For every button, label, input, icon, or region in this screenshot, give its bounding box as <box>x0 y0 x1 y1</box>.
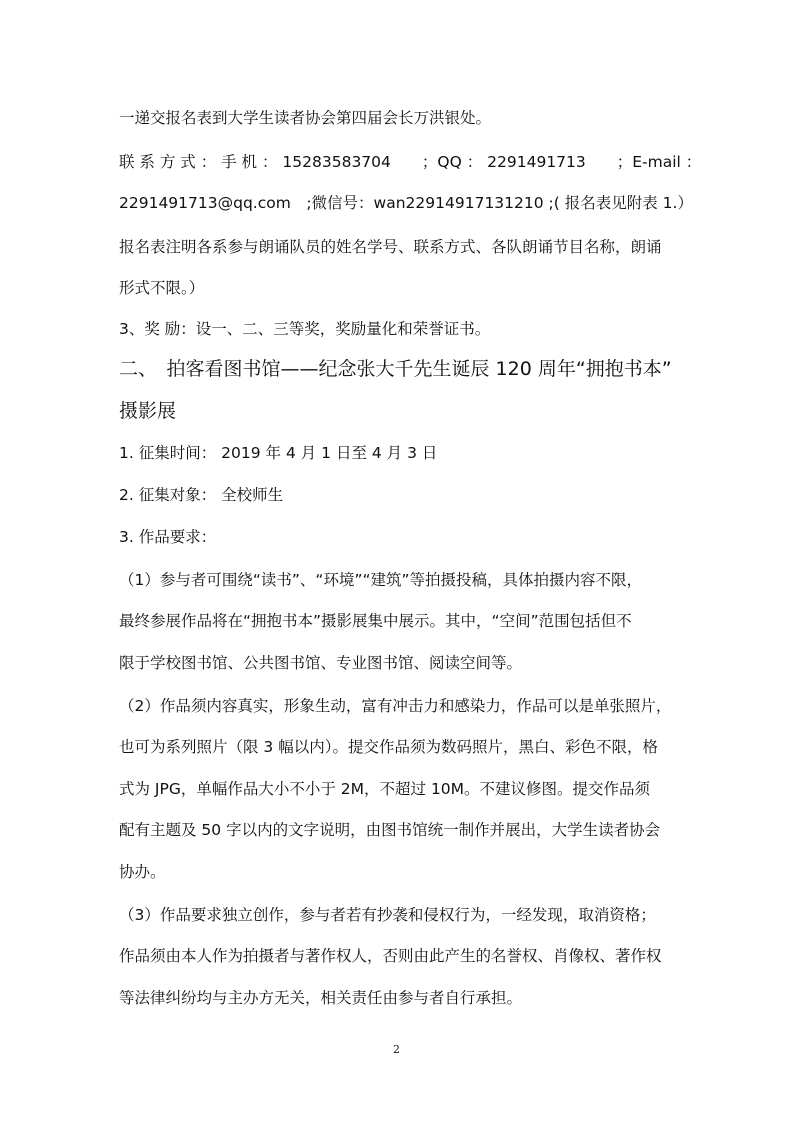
requirement-1-line-3: 限于学校图书馆、公共图书馆、专业图书馆、阅读空间等。 <box>119 654 523 672</box>
form-note-line: 报名表注明各系参与朗诵队员的姓名学号、联系方式、各队朗诵节目名称，朗诵 <box>119 238 662 256</box>
contact-phone-qq-line: 联 系 方 式 ： 手 机 ： 15283583704 ；QQ ： 2291491713 ；E-mail ： <box>119 153 702 171</box>
requirement-2-line-2: 也可为系列照片（限 3 幅以内）。提交作品须为数码照片，黑白、彩色不限，格 <box>119 738 658 756</box>
requirement-2-line-4: 配有主题及 50 字以内的文字说明，由图书馆统一制作并展出，大学生读者协会 <box>119 821 661 839</box>
requirement-3-line-3: 等法律纠纷均与主办方无关，相关责任由参与者自行承担。 <box>119 989 523 1007</box>
section-two-heading-end: 摄影展 <box>119 400 177 422</box>
collection-time-line: 1. 征集时间： 2019 年 4 月 1 日至 4 月 3 日 <box>119 444 438 462</box>
requirement-3-line-1: （3）作品要求独立创作，参与者若有抄袭和侵权行为，一经发现，取消资格； <box>119 906 656 924</box>
requirement-3-line-2: 作品须由本人作为拍摄者与著作权人，否则由此产生的名誉权、肖像权、著作权 <box>119 947 662 965</box>
collection-target-line: 2. 征集对象： 全校师生 <box>119 486 284 504</box>
form-note-line-end: 形式不限。） <box>119 279 205 297</box>
requirement-2-line-5: 协办。 <box>119 863 166 881</box>
requirement-2-line-1: （2）作品须内容真实，形象生动，富有冲击力和感染力，作品可以是单张照片， <box>119 697 672 715</box>
page-number: 2 <box>393 1043 400 1056</box>
requirement-1-line-2: 最终参展作品将在“拥抱书本”摄影展集中展示。其中，“空间”范围包括但不 <box>119 612 632 630</box>
awards-line: 3、奖 励：设一、二、三等奖，奖励量化和荣誉证书。 <box>119 320 491 338</box>
contact-email-wechat-line: 2291491713@qq.com ;微信号：wan22914917131210 ;( 报名表见附表 1.） <box>119 194 693 212</box>
requirement-1-line-1: （1）参与者可围绕“读书”、“环境”“建筑”等拍摄投稿，具体拍摄内容不限， <box>119 571 643 589</box>
section-two-heading: 二、 拍客看图书馆——纪念张大千先生诞辰 120 周年“拥抱书本” <box>119 358 672 380</box>
submission-line: 一递交报名表到大学生读者协会第四届会长万洪银处。 <box>119 109 492 127</box>
requirement-2-line-3: 式为 JPG，单幅作品大小不小于 2M，不超过 10M。不建议修图。提交作品须 <box>119 780 651 798</box>
requirements-heading: 3. 作品要求： <box>119 528 217 546</box>
